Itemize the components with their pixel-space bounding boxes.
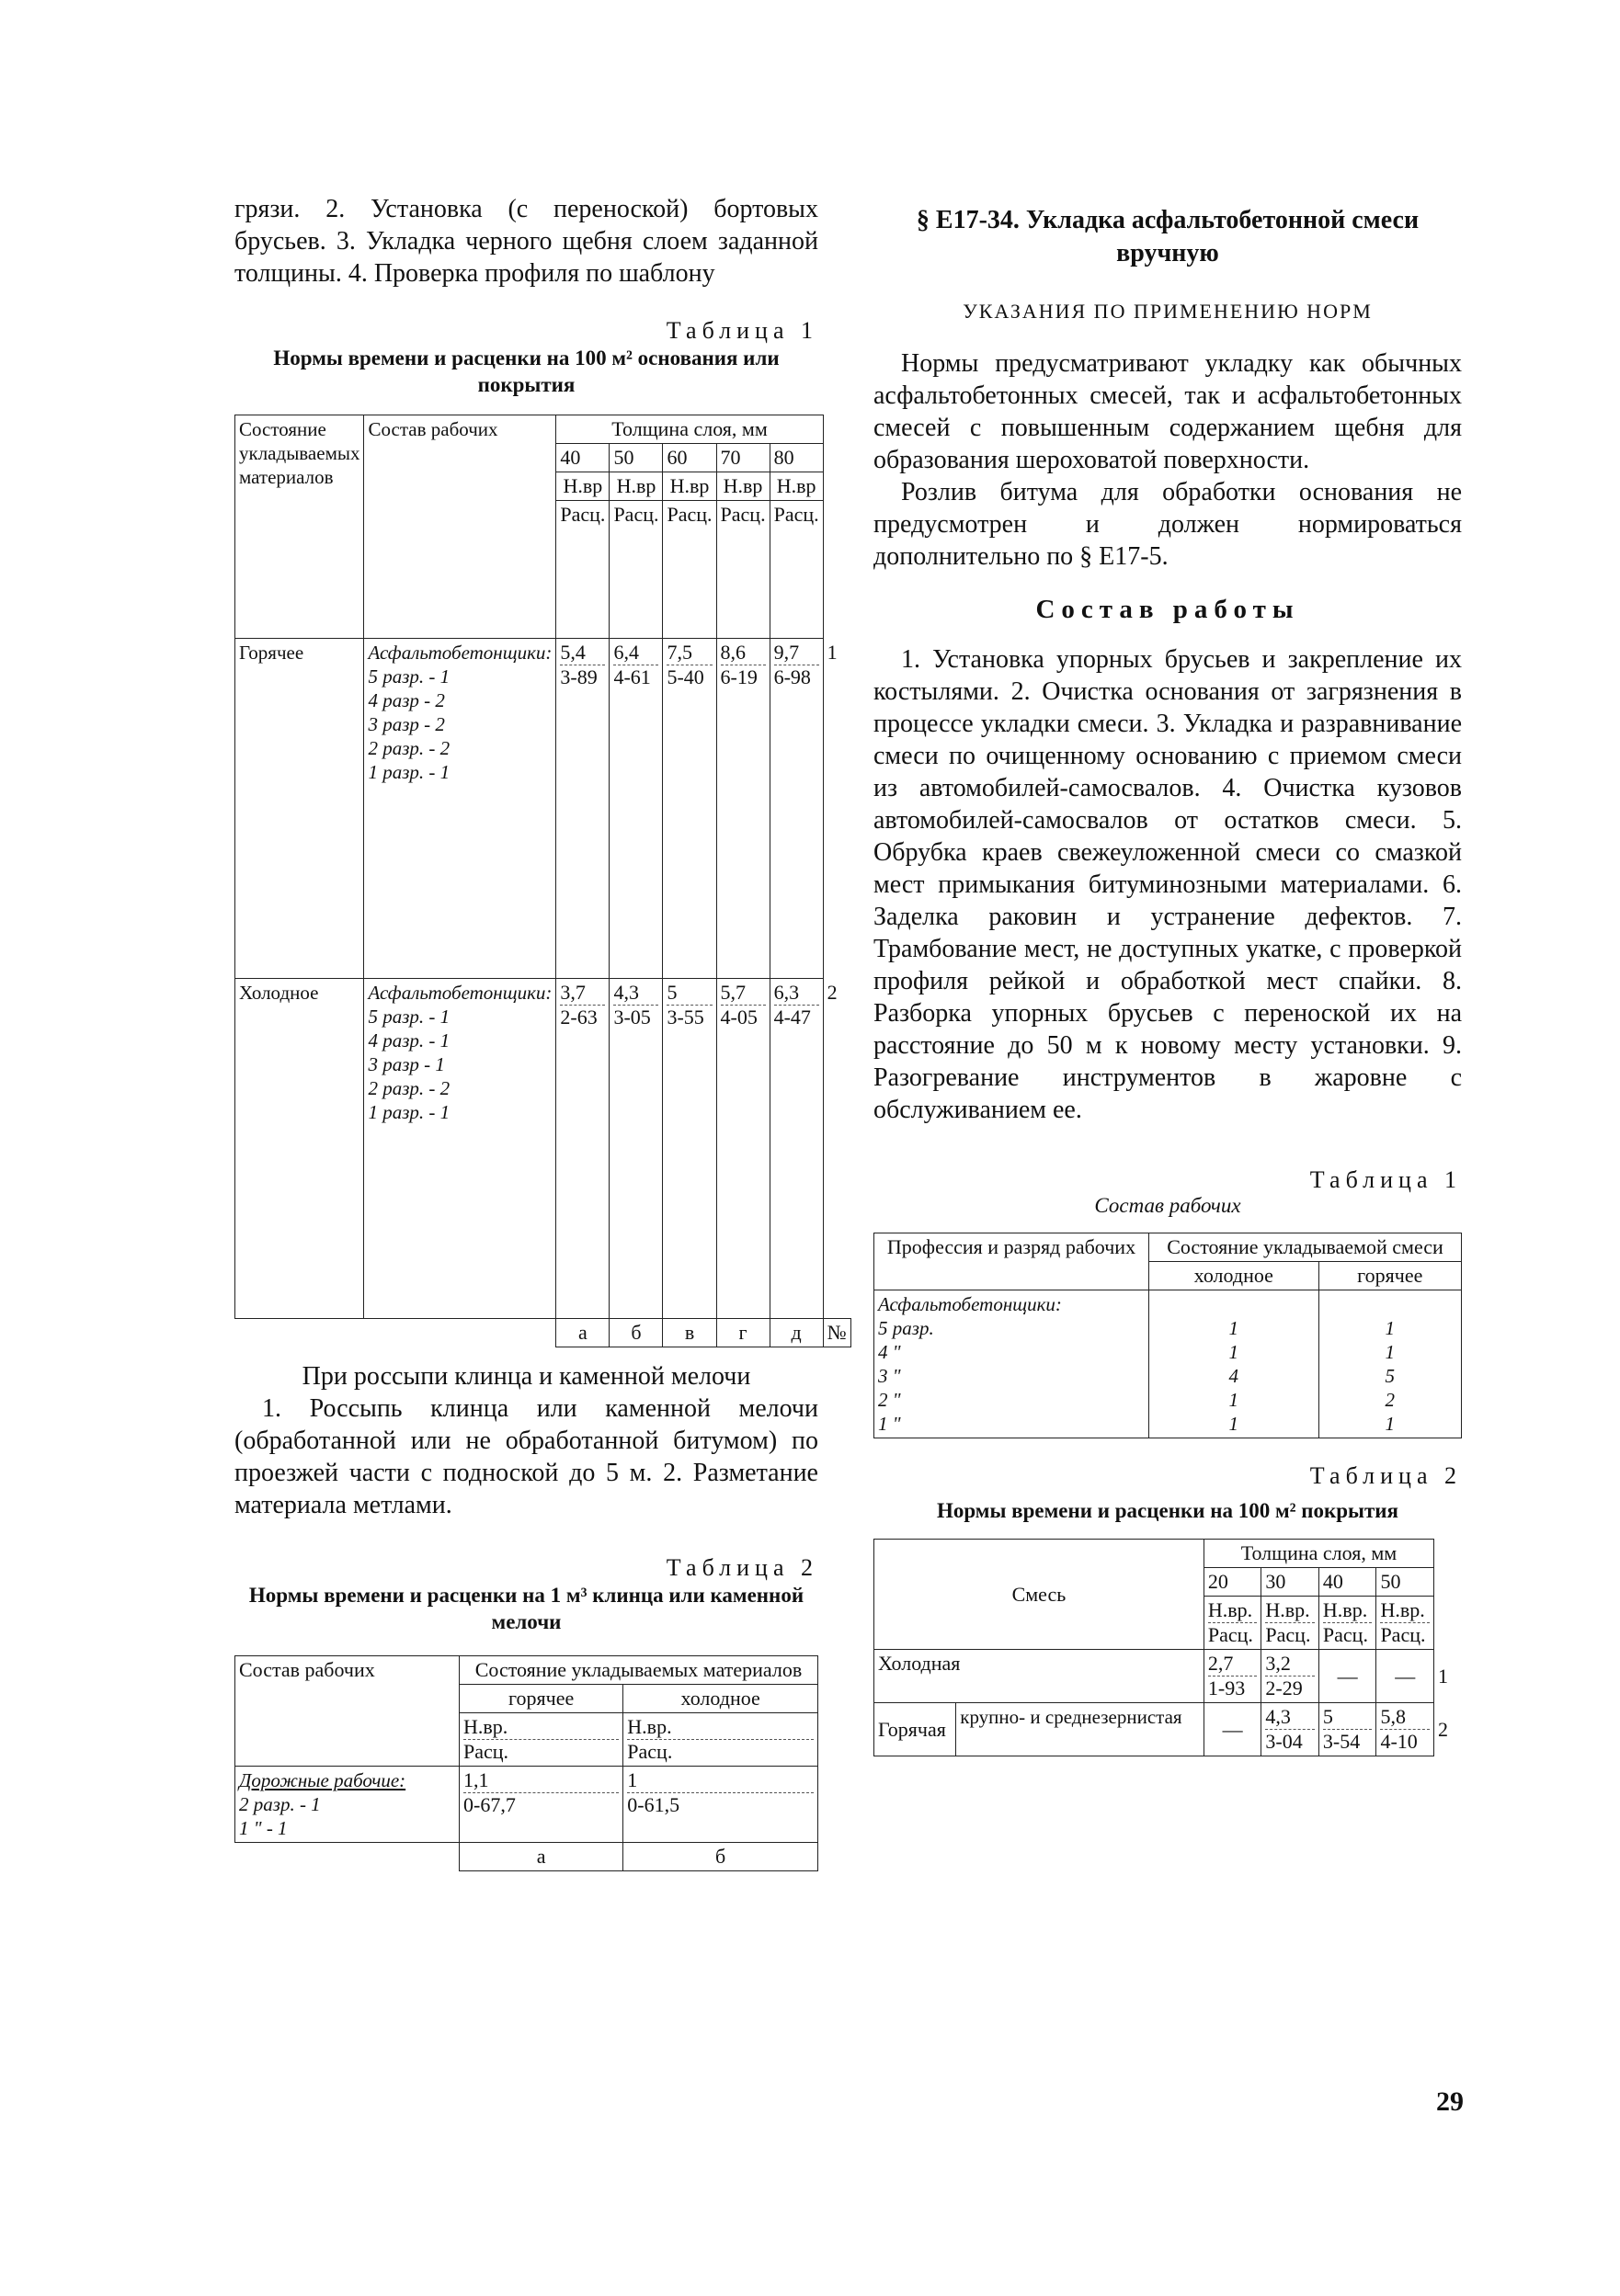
cold-value: 1 <box>1228 1341 1239 1363</box>
table1-label: Таблица 1 <box>1309 1166 1462 1193</box>
section-title-text: Укладка асфальтобетонной смеси вручную <box>1025 206 1420 267</box>
col-thickness-header: Толщина слоя, мм <box>1204 1540 1433 1568</box>
nvr-value: 8,6 <box>720 641 747 664</box>
nvr-header: Н.вр <box>556 472 610 501</box>
nvr-value: 4,3 <box>1265 1705 1291 1728</box>
nvr-header: Н.вр <box>770 472 823 501</box>
thickness-cell: 50 <box>1376 1568 1434 1597</box>
thickness-cell: 30 <box>1261 1568 1319 1597</box>
grade-line: 2 разр. - 1 <box>239 1793 321 1815</box>
mix-label: Горячая <box>874 1703 956 1756</box>
col-state-header: Состояние укладываемых материалов <box>235 415 364 639</box>
grade-cell: 5 разр. <box>878 1317 934 1339</box>
rasc-header: Расц. <box>663 501 716 639</box>
rasc-value: 3-04 <box>1265 1729 1315 1754</box>
nvr-value: 1 <box>627 1768 638 1791</box>
thickness-cell: 40 <box>556 444 610 472</box>
nvr-value: 4,3 <box>613 981 639 1004</box>
footer-cell: д <box>770 1319 823 1347</box>
rasc-header: Расц. <box>1265 1622 1315 1647</box>
nvr-value: 5,7 <box>720 981 747 1004</box>
rasc-header: Расц. <box>1323 1622 1373 1647</box>
row-number: 2 <box>827 980 838 1004</box>
footer-cell: в <box>663 1319 716 1347</box>
nvr-header: Н.вр. <box>1322 1598 1368 1621</box>
rasc-value: 0-67,7 <box>463 1792 619 1817</box>
left-column <box>234 193 847 1871</box>
table-row <box>235 979 851 1319</box>
hot-value: 2 <box>1385 1389 1396 1411</box>
grade-line: 5 разр. - 1 <box>368 1006 451 1028</box>
table-footer <box>235 1843 818 1871</box>
rasc-header: Расц. <box>463 1739 619 1764</box>
hot-header: горячее <box>1318 1262 1461 1290</box>
rasc-value: 3-55 <box>667 1005 712 1029</box>
table2-title: Нормы времени и расценки на 100 м² покрытия <box>936 1499 1399 1522</box>
nvr-header: Н.вр. <box>1207 1598 1253 1621</box>
nvr-header: Н.вр. <box>1380 1598 1425 1621</box>
rasc-value: 3-54 <box>1323 1729 1373 1754</box>
nvr-value: 9,7 <box>773 641 800 664</box>
hot-value: 5 <box>1385 1365 1396 1387</box>
rasc-value: 5-40 <box>667 665 712 689</box>
nvr-value: 5 <box>1322 1705 1333 1728</box>
grade-line: 5 разр. - 1 <box>368 665 451 688</box>
nvr-header: Н.вр <box>610 472 663 501</box>
guidance-heading: УКАЗАНИЯ ПО ПРИМЕНЕНИЮ НОРМ <box>963 300 1373 323</box>
grade-cell: 3 " <box>878 1365 901 1387</box>
grade-line: 4 разр. - 1 <box>368 1029 451 1051</box>
norms-table-1 <box>234 415 851 1347</box>
rasc-value: 3-89 <box>560 665 605 689</box>
rasc-value: 2-63 <box>560 1005 605 1029</box>
footer-cell: а <box>556 1319 610 1347</box>
norms-table-2 <box>234 1655 818 1871</box>
footer-cell: № <box>823 1319 850 1347</box>
grade-cell: 1 " <box>878 1413 901 1435</box>
cold-header: холодное <box>623 1685 818 1713</box>
nvr-header: Н.вр. <box>627 1715 672 1738</box>
footer-cell: г <box>716 1319 770 1347</box>
rasc-value: 4-05 <box>721 1005 766 1029</box>
rasc-header: Расц. <box>716 501 770 639</box>
grade-cell: 2 " <box>878 1389 901 1411</box>
workers-table <box>873 1233 1462 1438</box>
grade-line: 4 разр - 2 <box>368 689 445 711</box>
row-state: Холодное <box>235 979 364 1319</box>
nvr-header: Н.вр. <box>1265 1598 1310 1621</box>
work-heading: Состав работы <box>1035 595 1300 624</box>
table1-title: Состав рабочих <box>1094 1194 1241 1217</box>
nvr-value: — <box>1204 1703 1261 1756</box>
nvr-value: 5,4 <box>560 641 586 664</box>
mix-sublabel: крупно- и среднезернистая <box>956 1703 1204 1756</box>
hot-value: 1 <box>1385 1413 1396 1435</box>
nvr-header: Н.вр. <box>463 1715 508 1738</box>
cold-value: 1 <box>1228 1413 1239 1435</box>
section-title <box>873 204 1462 270</box>
rasc-value: 3-05 <box>613 1005 658 1029</box>
rasc-header: Расц. <box>610 501 663 639</box>
col-profession-header: Профессия и разряд рабочих <box>874 1233 1149 1290</box>
nvr-value: 5,8 <box>1380 1705 1406 1728</box>
cold-header: холодное <box>1149 1262 1319 1290</box>
rasc-header: Расц. <box>627 1739 814 1764</box>
grade-line: 3 разр - 1 <box>368 1053 445 1075</box>
table-row <box>874 1290 1462 1438</box>
footer-cell: б <box>623 1843 818 1871</box>
col-mix-header: Смесь <box>874 1540 1204 1650</box>
table2-label: Таблица 2 <box>666 1554 818 1581</box>
group-label: Асфальтобетонщики: <box>878 1293 1062 1315</box>
row-workers: Дорожные рабочие: <box>239 1769 406 1791</box>
rasc-value: 4-10 <box>1380 1729 1430 1754</box>
row-number: 2 <box>1438 1717 1448 1741</box>
grade-line: 1 разр. - 1 <box>368 761 451 783</box>
col-workers-header: Состав рабочих <box>364 415 556 639</box>
nvr-value: 6,4 <box>613 641 639 664</box>
mix-label: Холодная <box>874 1650 1204 1703</box>
rasc-value: 6-98 <box>774 665 819 689</box>
rasc-value: 0-61,5 <box>627 1792 814 1817</box>
guidance-para-2: Розлив битума для обработки основания не предусмотрен и должен нормироваться дополнительно по § Е17-5. <box>873 478 1462 571</box>
hot-value: 1 <box>1385 1341 1396 1363</box>
row-state: Горячее <box>235 639 364 979</box>
rasc-header: Расц. <box>556 501 610 639</box>
table2-label: Таблица 2 <box>1309 1462 1462 1489</box>
norms-table-3 <box>873 1539 1462 1756</box>
grade-line: 1 разр. - 1 <box>368 1101 451 1123</box>
nvr-value: 2,7 <box>1207 1652 1234 1675</box>
thickness-cell: 40 <box>1318 1568 1376 1597</box>
col-state-header: Состояние укладываемых материалов <box>460 1656 818 1685</box>
table-footer <box>235 1319 851 1347</box>
row-workers: Асфальтобетонщики: <box>368 642 553 664</box>
nvr-value: — <box>1318 1650 1376 1703</box>
nvr-value: 3,7 <box>560 981 586 1004</box>
intro-text: грязи. 2. Установка (с переноской) бортовых брусьев. 3. Укладка черного щебня слоем заданной толщины. 4. Проверка профиля по шаблону <box>234 195 818 288</box>
hot-header: горячее <box>460 1685 623 1713</box>
row-number: 1 <box>1438 1664 1448 1688</box>
rasc-header: Расц. <box>770 501 823 639</box>
table1-title: Нормы времени и расценки на 100 м² основания или покрытия <box>273 347 780 396</box>
rasc-header: Расц. <box>1380 1622 1430 1647</box>
row-workers: Асфальтобетонщики: <box>368 982 553 1004</box>
grade-line: 2 разр. - 2 <box>368 1077 451 1099</box>
cold-value: 1 <box>1228 1317 1239 1339</box>
grade-line: 1 " - 1 <box>239 1817 288 1839</box>
cold-value: 4 <box>1228 1365 1239 1387</box>
rasc-value: 4-61 <box>613 665 658 689</box>
nvr-value: 7,5 <box>667 641 692 664</box>
nvr-value: — <box>1376 1650 1434 1703</box>
footer-cell: а <box>460 1843 623 1871</box>
section2-heading: При россыпи клинца и каменной мелочи <box>302 1362 751 1391</box>
cold-value: 1 <box>1228 1389 1239 1411</box>
hot-value: 1 <box>1385 1317 1396 1339</box>
nvr-value: 1,1 <box>463 1768 489 1791</box>
rasc-value: 1-93 <box>1208 1676 1258 1700</box>
table2-title: Нормы времени и расценки на 1 м³ клинца или каменной мелочи <box>248 1584 804 1633</box>
table-row <box>874 1703 1463 1756</box>
footer-cell: б <box>610 1319 663 1347</box>
grade-cell: 4 " <box>878 1341 901 1363</box>
right-column <box>873 193 1462 1756</box>
thickness-cell: 80 <box>770 444 823 472</box>
table-row <box>874 1650 1463 1703</box>
nvr-header: Н.вр <box>716 472 770 501</box>
guidance-para-1: Нормы предусматривают укладку как обычных асфальтобетонных смесей, так и асфальтобетонных смесей с повышенным содержанием щебня для образования шероховатой поверхности. <box>873 349 1462 474</box>
section-code: § Е17-34. <box>916 206 1020 234</box>
thickness-cell: 20 <box>1204 1568 1261 1597</box>
rasc-value: 2-29 <box>1265 1676 1315 1700</box>
nvr-header: Н.вр <box>663 472 716 501</box>
thickness-cell: 70 <box>716 444 770 472</box>
nvr-value: 6,3 <box>773 981 800 1004</box>
col-workers-header: Состав рабочих <box>235 1656 460 1767</box>
thickness-cell: 60 <box>663 444 716 472</box>
col-thickness-header: Толщина слоя, мм <box>556 415 823 444</box>
col-state-header: Состояние укладываемой смеси <box>1149 1233 1462 1262</box>
nvr-value: 3,2 <box>1265 1652 1291 1675</box>
thickness-cell: 50 <box>610 444 663 472</box>
page-number: 29 <box>1436 2086 1464 2117</box>
table1-label: Таблица 1 <box>666 317 818 344</box>
row-number: 1 <box>827 640 838 664</box>
table-row <box>235 639 851 979</box>
grade-line: 3 разр - 2 <box>368 713 445 735</box>
rasc-header: Расц. <box>1208 1622 1258 1647</box>
grade-line: 2 разр. - 2 <box>368 737 451 759</box>
rasc-value: 6-19 <box>721 665 766 689</box>
work-text: 1. Установка упорных брусьев и закрепление их костылями. 2. Очистка основания от загрязнения в процессе укладки смеси. 3. Укладка и разравнивание смеси по очищенному основанию с приемом смеси из автомобилей-самосвалов. 4. Очистка кузовов автомобилей-самосвалов от остатков смеси. 5. Обрубка краев свежеуложенной смеси со смазкой мест примыкания битуминозными материалами. 6. Заделка раковин и устранение дефектов. 7. Трамбование мест, не доступных укатке, с проверкой профиля рейкой и обработкой мест спайки. 8. Разборка упорных брусьев с переноской их на расстояние до 50 м к новому месту установки. 9. Разогревание инструментов в жаровне с обслуживанием ее. <box>873 645 1462 1124</box>
table-row <box>235 1767 818 1843</box>
nvr-value: 5 <box>667 981 678 1004</box>
section2-text: 1. Россыпь клинца или каменной мелочи (обработанной или не обработанной битумом) по проезжей части с подноской до 5 м. 2. Разметание материала метлами. <box>234 1394 818 1519</box>
rasc-value: 4-47 <box>774 1005 819 1029</box>
